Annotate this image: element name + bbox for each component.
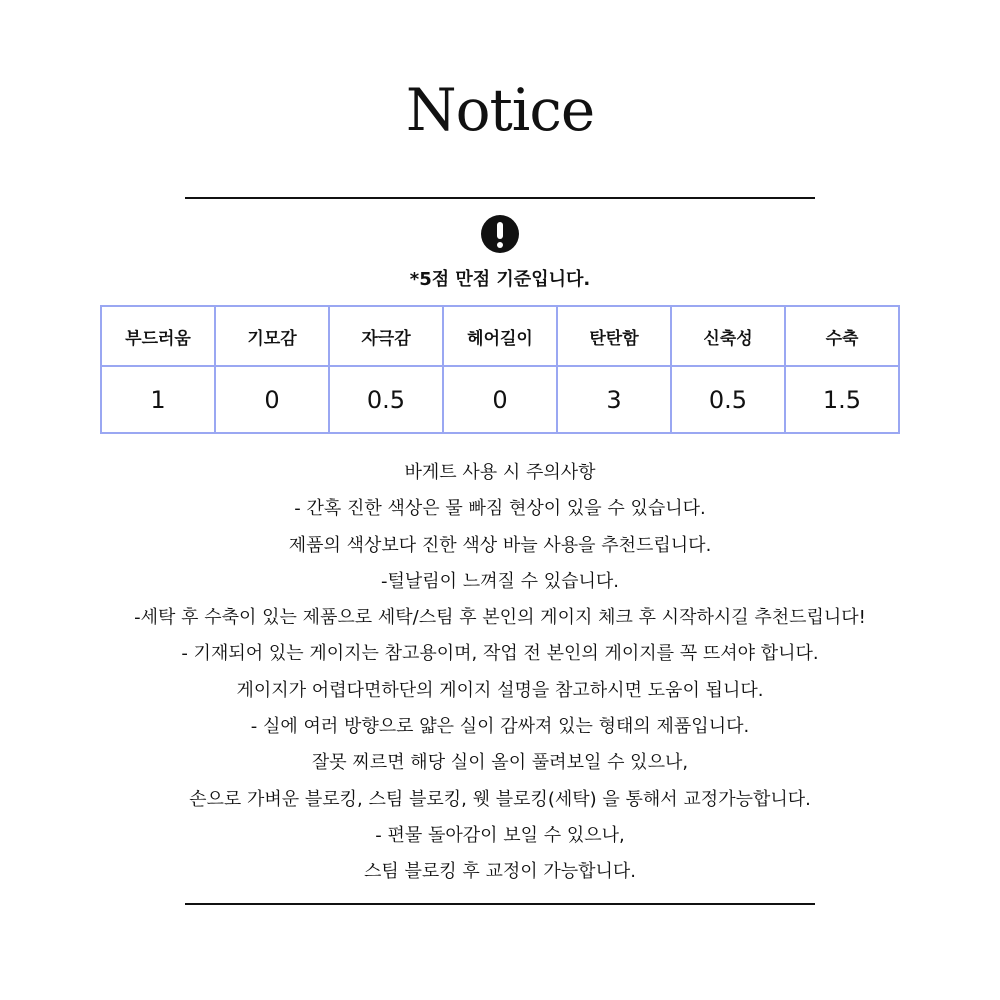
rating-header-softness: 부드러움 [101,306,215,366]
rating-value-irritation: 0.5 [329,366,443,433]
exclamation-dot [497,242,503,248]
exclamation-bar [497,222,503,239]
rating-value-fuzziness: 0 [215,366,329,433]
rating-value-row [101,366,899,433]
note-line: 게이지가 어렵다면하단의 게이지 설명을 참고하시면 도움이 됩니다. [236,679,764,701]
bottom-divider [185,903,815,905]
note-line: -세탁 후 수축이 있는 제품으로 세탁/스팀 후 본인의 게이지 체크 후 시작하시길 추천드립니다! [134,607,866,629]
rating-value-hair-length: 0 [443,366,557,433]
note-line: 잘못 찌르면 해당 실이 올이 풀려보일 수 있으나, [311,752,689,774]
rating-value-softness: 1 [101,366,215,433]
note-line: 손으로 가벼운 블로킹, 스팀 블로킹, 웻 블로킹(세탁) 을 통해서 교정가능합니다. [189,788,811,810]
rating-header-hair-length: 헤어길이 [443,306,557,366]
note-line: 스팀 블로킹 후 교정이 가능합니다. [363,861,637,883]
rating-header-fuzziness: 기모감 [215,306,329,366]
top-divider [185,197,815,199]
rating-header-firmness: 탄탄함 [557,306,671,366]
note-line: 제품의 색상보다 진한 색상 바늘 사용을 추천드립니다. [288,534,712,556]
note-line: - 기재되어 있는 게이지는 참고용이며, 작업 전 본인의 게이지를 꼭 뜨셔야 합니다. [181,643,819,665]
rating-header-row [101,306,899,366]
page-title: Notice [405,76,595,144]
note-line: - 간혹 진한 색상은 물 빠짐 현상이 있을 수 있습니다. [294,498,706,520]
rating-table [100,305,900,434]
rating-header-shrinkage: 수축 [785,306,899,366]
note-line: -털날림이 느껴질 수 있습니다. [380,570,620,592]
rating-value-elasticity: 0.5 [671,366,785,433]
note-line: - 실에 여러 방향으로 얇은 실이 감싸져 있는 형태의 제품입니다. [250,716,750,738]
notes-heading: 바게트 사용 시 주의사항 [404,462,596,483]
care-notes [0,455,1000,891]
rating-value-firmness: 3 [557,366,671,433]
rating-header-irritation: 자극감 [329,306,443,366]
rating-value-shrinkage: 1.5 [785,366,899,433]
rating-scale-note: *5점 만점 기준입니다. [409,269,591,290]
rating-header-elasticity: 신축성 [671,306,785,366]
exclamation-circle-icon [481,215,519,253]
note-line: - 편물 돌아감이 보일 수 있으나, [375,824,625,846]
